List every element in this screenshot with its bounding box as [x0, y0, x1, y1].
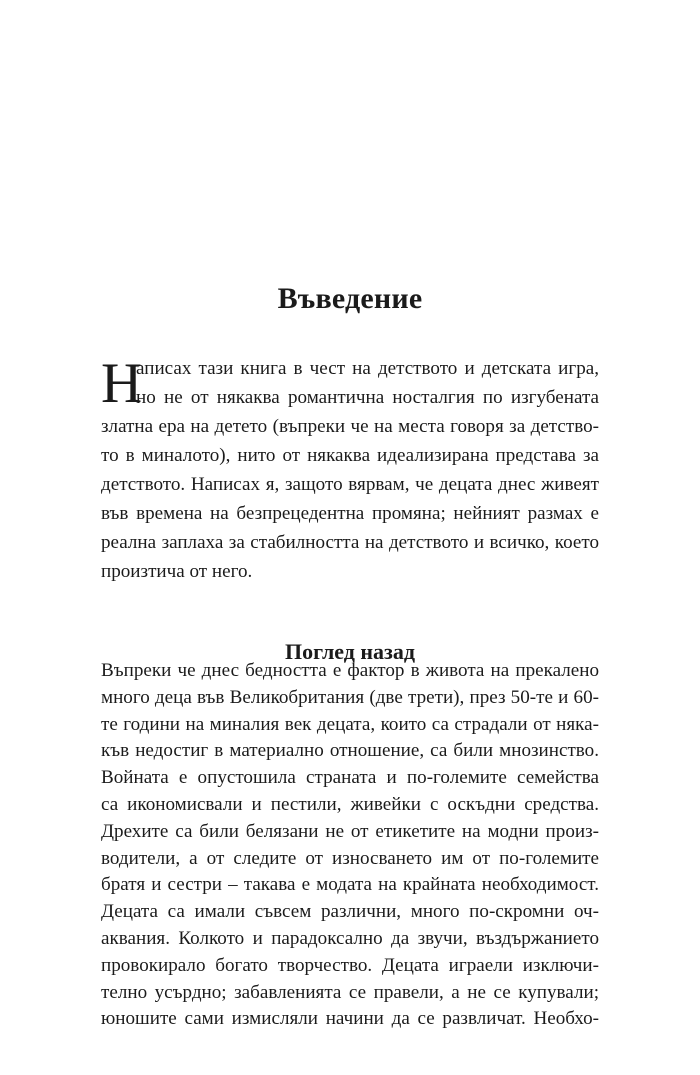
- body-line: са икономисвали и пестили, живейки с оскъдни средства.: [101, 794, 599, 815]
- body-line: телно усърдно; забавленията се правели, а не се купували;: [101, 981, 599, 1003]
- body-line: провокирало богато творчество. Децата играели изключи-: [101, 954, 599, 976]
- intro-line: аписах тази книга в чест на детството и детската игра,: [136, 358, 599, 379]
- intro-paragraph: [101, 352, 599, 588]
- body-line: аквания. Колкото и парадоксално да звучи, въздържанието: [101, 928, 599, 949]
- intro-line: то в миналото), нито от някаква идеализирана представа за: [101, 445, 599, 466]
- body-line: юношите сами измисляли начини да се развличат. Необхо-: [101, 1008, 599, 1030]
- body-line: Въпреки че днес бедността е фактор в живота на прекалено: [101, 660, 599, 681]
- body-line: братя и сестри – такава е модата на крайната необходимост.: [101, 874, 599, 896]
- section-paragraph: [101, 658, 599, 1038]
- body-line: Дрехите са били белязани не от етикетите на модни произ-: [101, 820, 599, 842]
- body-line: къв недостиг в материално отношение, са били мнозинство.: [101, 740, 599, 762]
- intro-line: произтича от него.: [101, 561, 253, 582]
- section-heading: Поглед назад: [284, 639, 416, 665]
- body-line: водители, а от следите от износването им от по-големите: [101, 847, 599, 869]
- drop-cap: Н: [101, 352, 143, 415]
- intro-line: но не от някаква романтична носталгия по изгубената: [136, 387, 599, 408]
- intro-line: златна ера на детето (въпреки че на места говоря за детство-: [101, 416, 599, 437]
- intro-line: във времена на безпрецедентна промяна; нейният размах е: [101, 503, 599, 524]
- body-line: Войната е опустошила страната и по-големите семейства: [101, 767, 599, 789]
- intro-line: реална заплаха за стабилността на детството и всичко, което: [101, 532, 599, 553]
- intro-line: детството. Написах я, защото вярвам, че децата днес живеят: [101, 474, 599, 495]
- body-line: те години на миналия век децата, които са страдали от няка-: [101, 713, 599, 735]
- body-line: Децата са имали съвсем различни, много по-скромни оч-: [101, 901, 599, 923]
- chapter-title: Въведение: [277, 282, 423, 316]
- body-line: много деца във Великобритания (две трети), през 50-те и 60-: [101, 686, 599, 708]
